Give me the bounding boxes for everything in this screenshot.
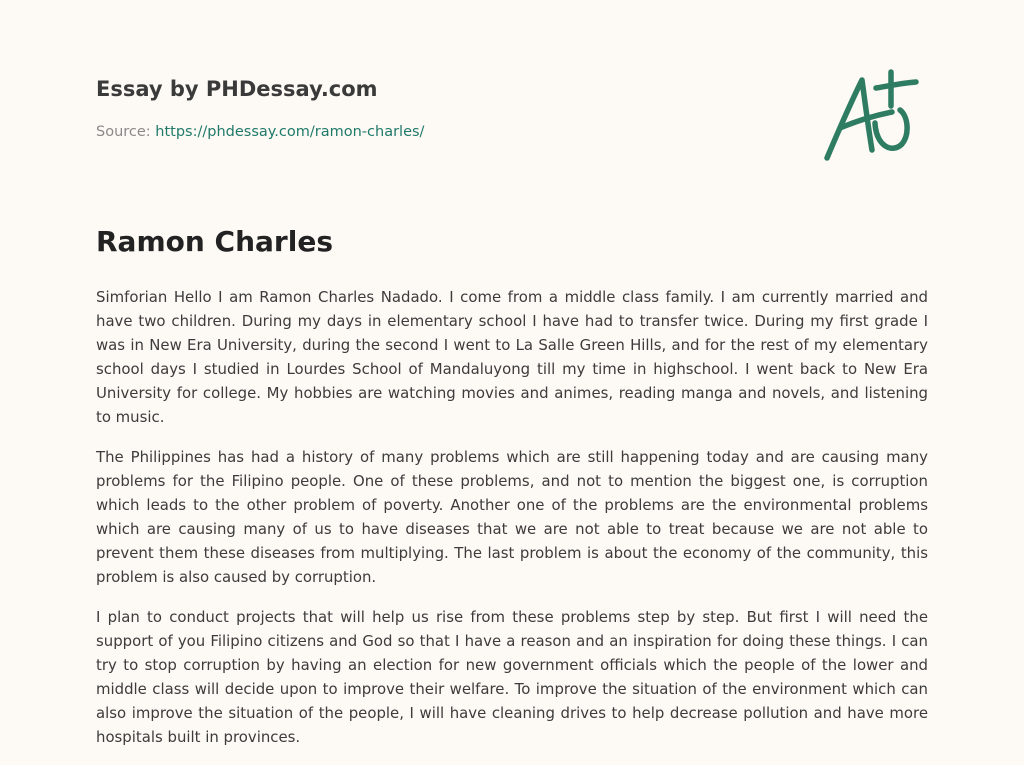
a-plus-icon <box>822 68 928 164</box>
essay-body <box>96 285 928 765</box>
brand-title: Essay by PHDessay.com <box>96 77 378 101</box>
essay-paragraph: Simforian Hello I am Ramon Charles Nadado. I come from a middle class family. I am currently married and have two children. During my days in elementary school I have had to transfer twice. During my first grade I was in New Era University, during the second I went to La Salle Green Hills, and for the rest of my elementary school days I studied in Lourdes School of Mandaluyong till my time in highschool. I went back to New Era University for college. My hobbies are watching movies and animes, reading manga and novels, and listening to music. <box>96 288 928 426</box>
source-link[interactable]: https://phdessay.com/ramon-charles/ <box>155 124 425 140</box>
source-line <box>96 124 424 140</box>
essay-paragraph: The Philippines has had a history of many problems which are still happening today and are causing many problems for the Filipino people. One of these problems, and not to mention the biggest one, is corruption which leads to the other problem of poverty. Another one of the problems are the environmental problems which are causing many of us to have diseases that we are not able to treat because we are not able to prevent them these diseases from multiplying. The last problem is about the economy of the community, this problem is also caused by corruption. <box>96 448 928 586</box>
essay-paragraph: I plan to conduct projects that will help us rise from these problems step by step. But first I will need the support of you Filipino citizens and God so that I have a reason and an inspiration for doing these things. I can try to stop corruption by having an election for new government officials which the people of the lower and middle class will decide upon to improve their welfare. To improve the situation of the environment which can also improve the situation of the people, I will have cleaning drives to help decrease pollution and have more hospitals built in provinces. <box>96 608 928 746</box>
source-label: Source: <box>96 124 156 140</box>
essay-title: Ramon Charles <box>96 225 333 258</box>
